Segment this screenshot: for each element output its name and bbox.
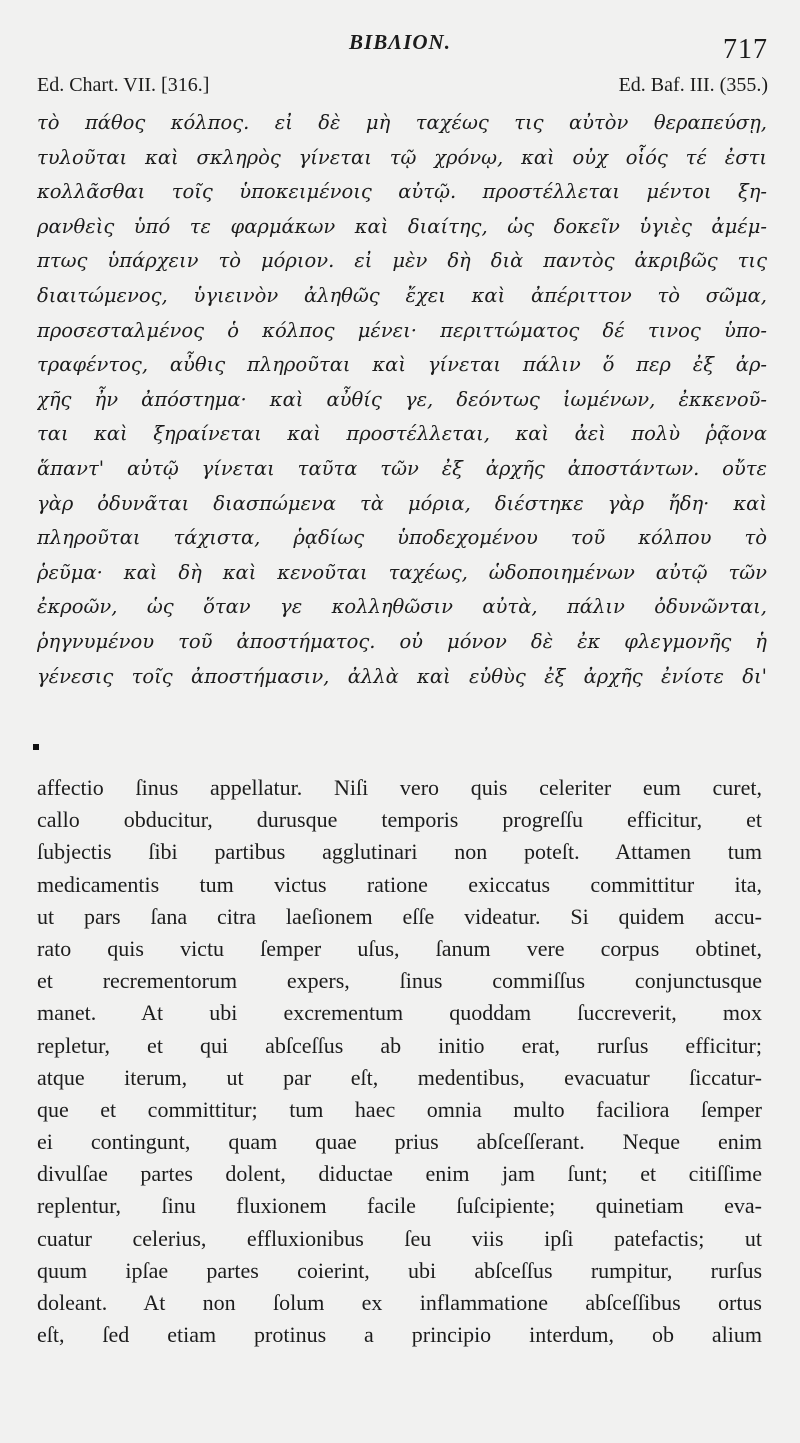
latin-line: ei contingunt, quam quae prius abſceſſerant. Neque enim — [37, 1129, 762, 1155]
greek-line: ται καὶ ξηραίνεται καὶ προστέλλεται, καὶ ἀεὶ πολὺ ῥᾷονα — [37, 422, 767, 446]
section-marker — [33, 744, 39, 750]
edition-reference-left: Ed. Chart. VII. [316.] — [37, 74, 210, 96]
latin-line: divulſae partes dolent, diductae enim jam ſunt; et citiſſime — [37, 1161, 762, 1187]
greek-line: τραφέντος, αὖθις πληροῦται καὶ γίνεται πάλιν ὅ περ ἐξ ἀρ- — [37, 353, 767, 377]
latin-line: doleant. At non ſolum ex inflammatione abſceſſibus ortus — [37, 1290, 762, 1315]
greek-line: ῥηγνυμένου τοῦ ἀποστήματος. οὐ μόνον δὲ ἐκ φλεγμονῆς ἡ — [37, 629, 767, 653]
latin-line: et recrementorum expers, ſinus commiſſus conjunctusque — [37, 968, 762, 994]
greek-line: διαιτώμενος, ὑγιεινὸν ἀληθῶς ἔχει καὶ ἀπέριττον τὸ σῶμα, — [37, 283, 767, 307]
latin-line: manet. At ubi excrementum quoddam ſuccreverit, mox — [37, 1000, 762, 1026]
latin-line: quum ipſae partes coierint, ubi abſceſſus rumpitur, rurſus — [37, 1257, 762, 1283]
greek-line: γένεσις τοῖς ἀποστήμασιν, ἀλλὰ καὶ εὐθὺς ἐξ ἀρχῆς ἐνίοτε δι' — [37, 664, 767, 688]
latin-line: que et committitur; tum haec omnia multo faciliora ſemper — [37, 1096, 762, 1122]
latin-line: affectio ſinus appellatur. Niſi vero quis celeriter eum curet, — [37, 775, 762, 800]
greek-line: ῥεῦμα· καὶ δὴ καὶ κενοῦται ταχέως, ὡδοποιημένων αὐτῷ τῶν — [37, 560, 767, 584]
latin-line: rato quis victu ſemper uſus, ſanum vere corpus obtinet, — [37, 935, 762, 961]
latin-text-block — [37, 772, 762, 1351]
greek-line: πτως ὑπάρχειν τὸ μόριον. εἰ μὲν δὴ διὰ παντὸς ἀκριβῶς τις — [37, 249, 767, 273]
greek-line: ἅπαντ' αὐτῷ γίνεται ταῦτα τῶν ἐξ ἀρχῆς ἀποστάντων. οὔτε — [37, 456, 767, 480]
latin-line: eſt, ſed etiam protinus a principio interdum, ob alium — [37, 1322, 762, 1348]
edition-reference-right: Ed. Baf. III. (355.) — [618, 74, 768, 96]
latin-line: replentur, ſinu fluxionem facile ſuſcipiente; quinetiam eva- — [37, 1193, 762, 1219]
greek-line: ρανθεὶς ὑπό τε φαρμάκων καὶ διαίτης, ὡς δοκεῖν ὑγιὲς ἀμέμ- — [37, 214, 767, 238]
greek-line: γὰρ ὀδυνᾶται διασπώμενα τὰ μόρια, διέστηκε γὰρ ἤδη· καὶ — [37, 491, 767, 515]
greek-line: προσεσταλμένος ὁ κόλπος μένει· περιττώματος δέ τινος ὑπο- — [37, 318, 767, 342]
greek-line: τὸ πάθος κόλπος. εἰ δὲ μὴ ταχέως τις αὐτὸν θεραπεύσῃ, — [37, 111, 767, 134]
latin-line: repletur, et qui abſceſſus ab initio erat, rurſus efficitur; — [37, 1032, 762, 1058]
greek-line: πληροῦται τάχιστα, ῥᾳδίως ὑποδεχομένου τοῦ κόλπου τὸ — [37, 526, 767, 550]
greek-text-block — [37, 106, 767, 694]
greek-line: τυλοῦται καὶ σκληρὸς γίνεται τῷ χρόνῳ, καὶ οὐχ οἷός τέ ἐστι — [37, 145, 767, 169]
greek-line: ἐκροῶν, ὡς ὅταν γε κολληθῶσιν αὐτὰ, πάλιν ὀδυνῶνται, — [37, 595, 767, 619]
page-number: 717 — [723, 34, 768, 65]
latin-line: ſubjectis ſibi partibus agglutinari non poteſt. Attamen tum — [37, 839, 762, 865]
running-title: ΒΙΒΛΙΟΝ. — [349, 30, 451, 54]
latin-line: atque iterum, ut par eſt, medentibus, evacuatur ſiccatur- — [37, 1064, 762, 1090]
greek-line: χῆς ἦν ἀπόστημα· καὶ αὖθίς γε, δεόντως ἰωμένων, ἐκκενοῦ- — [37, 387, 767, 411]
latin-line: ut pars ſana citra laeſionem eſſe videatur. Si quidem accu- — [37, 903, 762, 929]
greek-line: κολλᾶσθαι τοῖς ὑποκειμένοις αὐτῷ. προστέλλεται μέντοι ξη- — [37, 180, 767, 204]
latin-line: cuatur celerius, effluxionibus ſeu viis ipſi patefactis; ut — [37, 1225, 762, 1251]
latin-line: medicamentis tum victus ratione exiccatus committitur ita, — [37, 871, 762, 897]
latin-line: callo obducitur, durusque temporis progreſſu efficitur, et — [37, 807, 762, 833]
